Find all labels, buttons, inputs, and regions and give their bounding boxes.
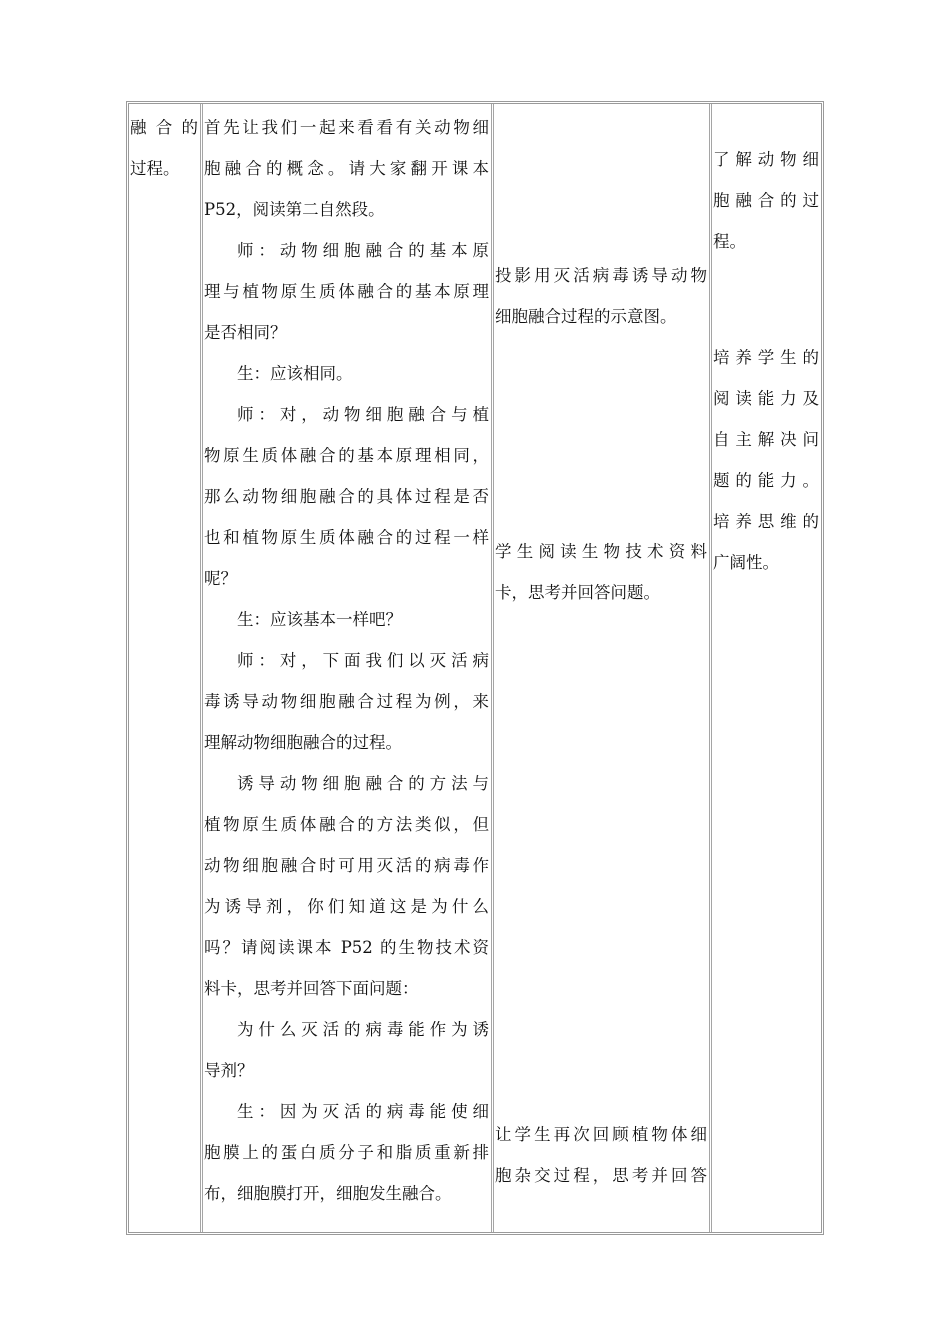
dialogue-line: 理与植物原生质体融合的基本原理: [204, 282, 489, 301]
dialogue-paragraph: [204, 640, 489, 763]
activity-line: 卡，思考并回答问题。: [495, 583, 660, 602]
intent-line: 培养思维的: [713, 512, 819, 531]
intent-line: 阅读能力及: [713, 389, 819, 408]
dialogue-line: 那么动物细胞融合的具体过程是否: [204, 487, 489, 506]
dialogue-line: 理解动物细胞融合的过程。: [204, 733, 402, 752]
activity-line: 学生阅读生物技术资料: [495, 542, 707, 561]
dialogue-line: 为诱导剂，你们知道这是为什么: [204, 897, 489, 916]
dialogue-line: 诱导动物细胞融合的方法与: [237, 774, 489, 793]
teacher-student-dialogue-column: [203, 104, 494, 1232]
dialogue-paragraph: [204, 353, 489, 394]
dialogue-line: 胞融合的概念。请大家翻开课本: [204, 159, 489, 178]
activity-line: 让学生再次回顾植物体细: [495, 1125, 707, 1144]
dialogue-line: 师：对，动物细胞融合与植: [237, 405, 489, 424]
intent-line: 胞融合的过: [713, 191, 819, 210]
dialogue-line: 师：动物细胞融合的基本原: [237, 241, 489, 260]
intent-block: [713, 337, 819, 583]
dialogue-line: 为什么灭活的病毒能作为诱: [237, 1020, 489, 1039]
dialogue-paragraph: [204, 1091, 489, 1214]
dialogue-paragraph: [204, 1009, 489, 1091]
dialogue-cell: [204, 107, 489, 1214]
activity-line: 投影用灭活病毒诱导动物: [495, 266, 707, 285]
dialogue-paragraph: [204, 230, 489, 353]
intent-line: 培养学生的: [713, 348, 819, 367]
dialogue-line: 也和植物原生质体融合的过程一样: [204, 528, 489, 547]
intent-line: 题的能力。: [713, 471, 819, 490]
dialogue-paragraph: [204, 394, 489, 599]
intent-line: 了解动物细: [713, 150, 819, 169]
activity-line: 胞杂交过程，思考并回答: [495, 1166, 707, 1185]
topic-line: 融 合 的: [130, 118, 198, 137]
activity-block: [495, 255, 707, 337]
intent-line: 自主解决问: [713, 430, 819, 449]
design-intent-column: [712, 104, 821, 1232]
dialogue-line: 物原生质体融合的基本原理相同，: [204, 446, 489, 465]
dialogue-line: 是否相同？: [204, 323, 287, 342]
activity-line: 细胞融合过程的示意图。: [495, 307, 677, 326]
dialogue-line: 生：应该相同。: [237, 364, 353, 383]
teaching-activity-column: [494, 104, 712, 1232]
dialogue-paragraph: [204, 763, 489, 1009]
dialogue-line: 师：对，下面我们以灭活病: [237, 651, 489, 670]
dialogue-paragraph: [204, 107, 489, 230]
topic-line: 过程。: [130, 159, 180, 178]
dialogue-line: 导剂？: [204, 1061, 254, 1080]
dialogue-line: P52，阅读第二自然段。: [204, 200, 385, 219]
dialogue-line: 毒诱导动物细胞融合过程为例，来: [204, 692, 489, 711]
activity-block: [495, 1114, 707, 1196]
dialogue-line: 呢？: [204, 569, 237, 588]
dialogue-line: 布，细胞膜打开，细胞发生融合。: [204, 1184, 452, 1203]
topic-column: [129, 104, 203, 1232]
dialogue-paragraph: [204, 599, 489, 640]
lesson-plan-table: [126, 101, 824, 1235]
dialogue-line: 料卡，思考并回答下面问题：: [204, 979, 419, 998]
dialogue-line: 生：因为灭活的病毒能使细: [237, 1102, 489, 1121]
dialogue-line: 吗？请阅读课本 P52 的生物技术资: [204, 938, 489, 957]
intent-block: [713, 139, 819, 262]
activity-block: [495, 531, 707, 613]
intent-line: 程。: [713, 232, 746, 251]
dialogue-line: 生：应该基本一样吧？: [237, 610, 402, 629]
dialogue-line: 植物原生质体融合的方法类似，但: [204, 815, 489, 834]
topic-cell: [130, 107, 198, 189]
dialogue-line: 动物细胞融合时可用灭活的病毒作: [204, 856, 489, 875]
dialogue-line: 胞膜上的蛋白质分子和脂质重新排: [204, 1143, 489, 1162]
dialogue-line: 首先让我们一起来看看有关动物细: [204, 118, 489, 137]
intent-line: 广阔性。: [713, 553, 779, 572]
